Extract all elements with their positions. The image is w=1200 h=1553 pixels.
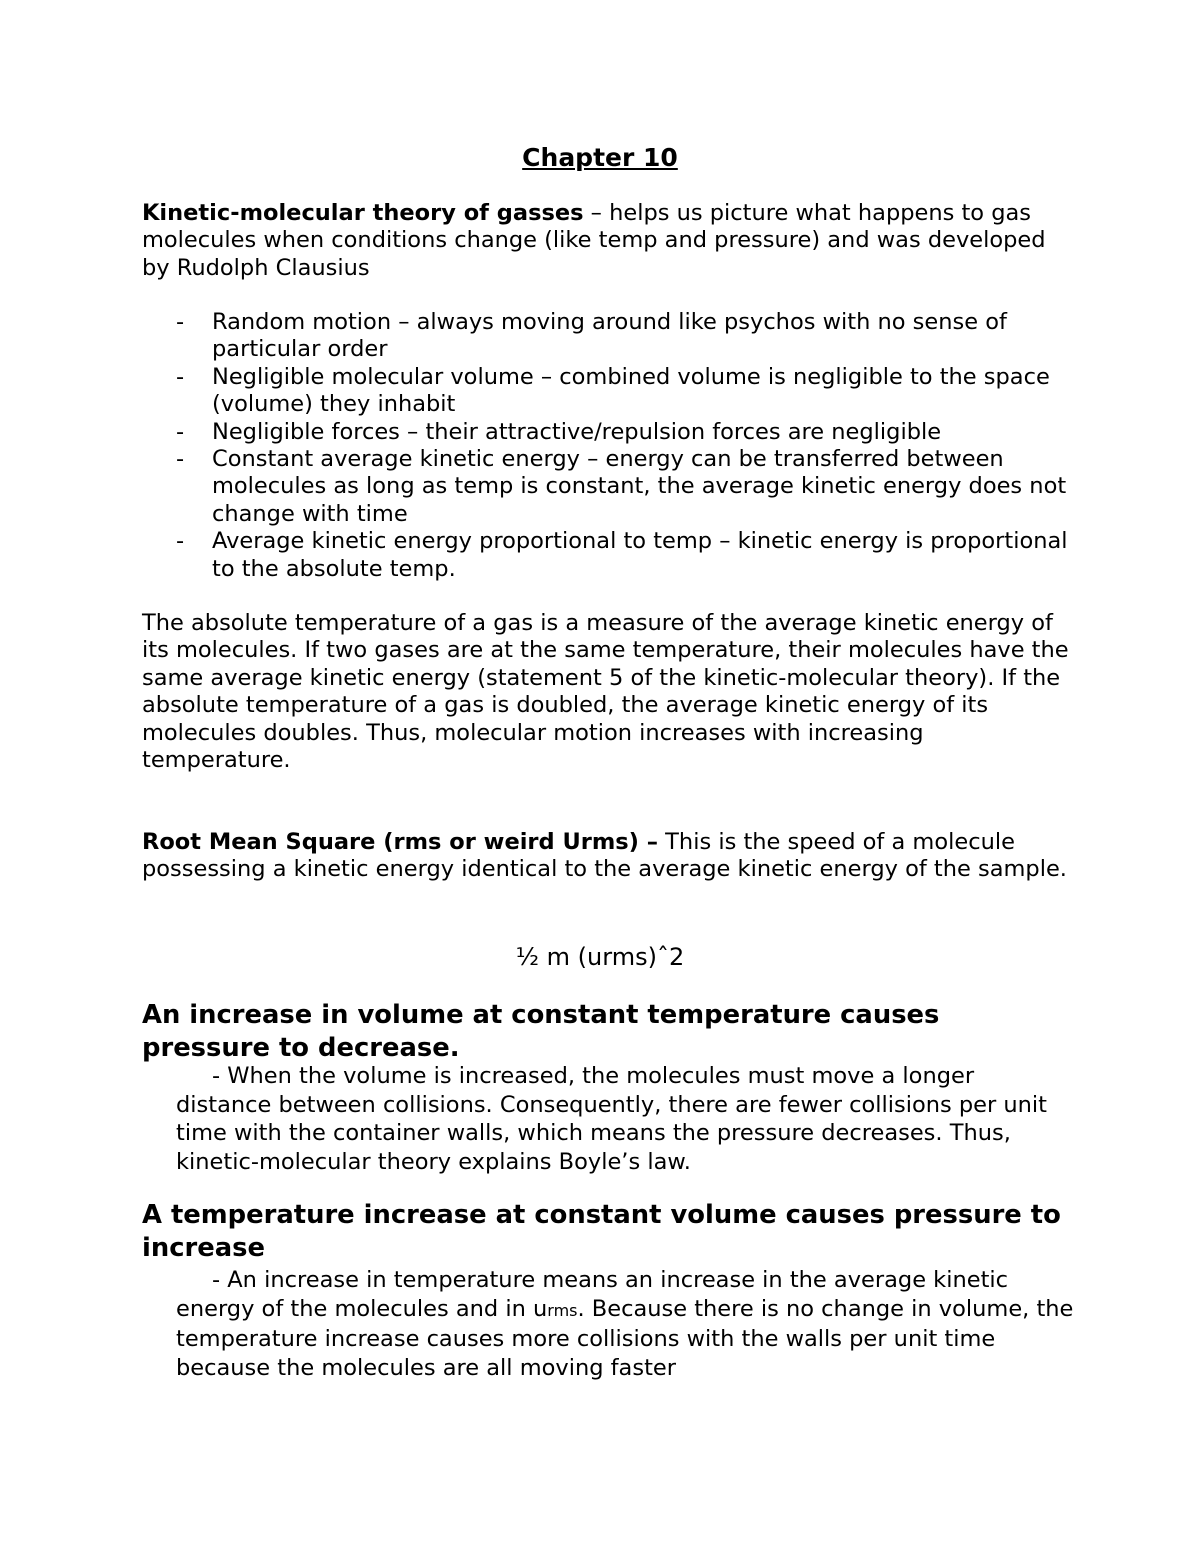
section-body-volume xyxy=(176,1062,1076,1176)
section-marker: - xyxy=(212,1063,228,1089)
rms-formula: ½ m (urms)ˆ2 xyxy=(515,943,685,971)
intro-term: Kinetic-molecular theory of gasses xyxy=(142,200,584,226)
list-item-text: Average kinetic energy proportional to temp – kinetic energy is proportional to the absolute temp. xyxy=(212,528,1068,582)
u-subscript: rms xyxy=(547,1300,578,1320)
list-item xyxy=(142,309,1072,364)
section-heading-volume: An increase in volume at constant temperature causes pressure to decrease. xyxy=(142,1000,940,1063)
temperature-paragraph: The absolute temperature of a gas is a measure of the average kinetic energy of its molecules. If two gases are at the same temperature, their molecules have the same average kinetic energy (statement 5 of the kinetic-molecular theory). If the absolute temperature of a gas is doubled, the average kinetic energy of its molecules doubles. Thus, molecular motion increases with increasing temperature. xyxy=(142,610,1069,774)
bullet-dash: - xyxy=(176,528,185,555)
intro-text: – helps us picture what happens to gas molecules when conditions change (like temp and pressure) and was developed by Rudolph Clausius xyxy=(142,200,1046,281)
list-item xyxy=(142,446,1072,528)
theory-postulates-list xyxy=(142,309,1072,583)
list-item-text: Constant average kinetic energy – energy can be transferred between molecules as long as temp is constant, the average kinetic energy does not change with time xyxy=(212,446,1067,527)
list-item-text: Negligible molecular volume – combined volume is negligible to the space (volume) they inhabit xyxy=(212,363,1050,418)
rms-text: This is the speed of a molecule possessing a kinetic energy identical to the average kinetic energy of the sample. xyxy=(142,829,1067,883)
section-marker: - xyxy=(212,1267,228,1293)
u-letter: u xyxy=(533,1295,548,1322)
bullet-dash: - xyxy=(176,309,185,335)
list-item xyxy=(142,528,1072,583)
section-text-before: An increase in temperature means an increase in the average kinetic energy of the molecules and in xyxy=(176,1267,1009,1322)
list-item xyxy=(142,364,1072,419)
intro-paragraph xyxy=(142,200,1072,282)
section-heading-temperature: A temperature increase at constant volume causes pressure to increase xyxy=(142,1200,1061,1263)
bullet-dash: - xyxy=(176,363,185,390)
section-text-after: . Because there is no change in volume, the temperature increase causes more collisions with the walls per unit time because the molecules are all moving faster xyxy=(176,1295,1074,1381)
list-item xyxy=(142,419,1072,446)
rms-paragraph xyxy=(142,829,1072,884)
section-body-temperature xyxy=(176,1266,1076,1382)
bullet-dash: - xyxy=(176,418,185,445)
bullet-dash: - xyxy=(176,446,185,473)
page-title: Chapter 10 xyxy=(522,143,678,172)
rms-term: Root Mean Square (rms or weird Urms) – xyxy=(142,829,659,855)
section-text: When the volume is increased, the molecules must move a longer distance between collisions. Consequently, there are fewer collisions per unit time with the container walls, which means the pressure decreases. Thus, kinetic-molecular theory explains Boyle’s law. xyxy=(176,1063,1048,1175)
list-item-text: Negligible forces – their attractive/repulsion forces are negligible xyxy=(212,418,942,445)
list-item-text: Random motion – always moving around like psychos with no sense of particular order xyxy=(212,309,1007,363)
